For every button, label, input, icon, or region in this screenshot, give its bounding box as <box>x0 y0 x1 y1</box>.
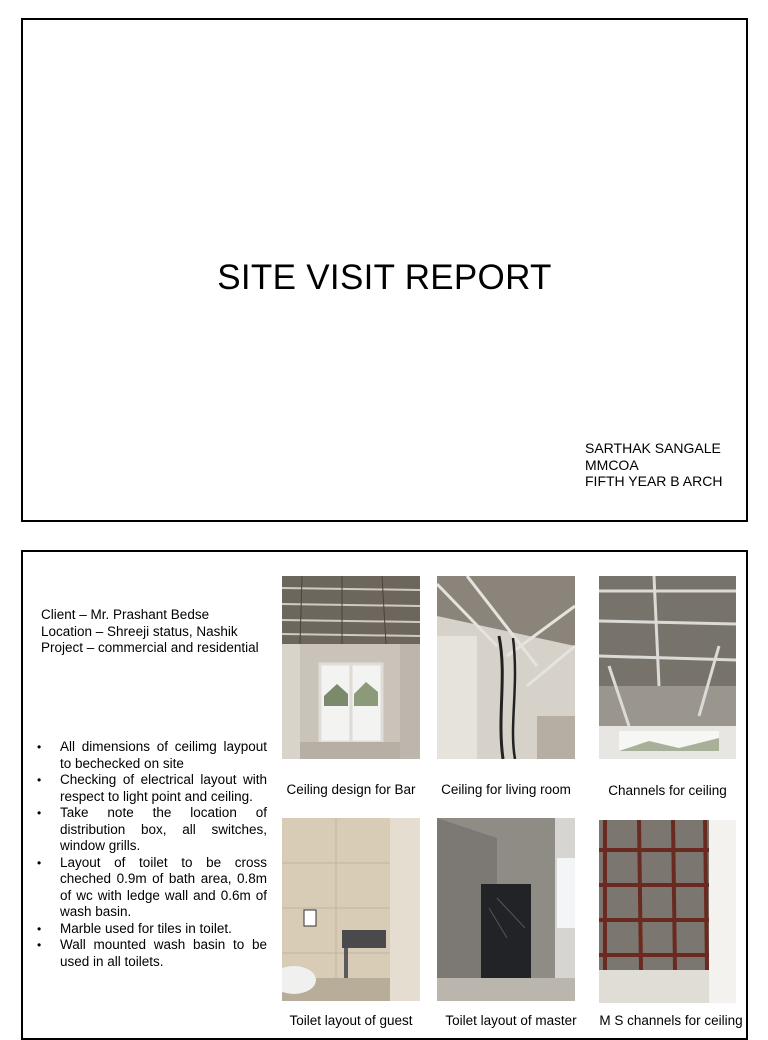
note-item: • Layout of toilet to be cross cheched 0.9m of bath area, 0.8m of wc with ledge wall and 0.6m of wash basin. <box>35 855 267 921</box>
notes-list <box>35 739 267 970</box>
photo-master-toilet <box>437 818 575 1001</box>
note-item: • Checking of electrical layout with respect to light point and ceiling. <box>35 772 267 805</box>
photo-ms-channels <box>599 820 736 1003</box>
photo-living-ceiling <box>437 576 575 759</box>
note-item: • Wall mounted wash basin to be used in all toilets. <box>35 937 267 970</box>
author-college: MMCOA <box>585 456 639 473</box>
caption-bar-ceiling: Ceiling design for Bar <box>286 782 416 797</box>
author-year: FIFTH YEAR B ARCH <box>585 473 723 489</box>
details-slide <box>21 550 748 1040</box>
caption-living-ceiling: Ceiling for living room <box>441 782 571 797</box>
note-item: • All dimensions of ceilimg laypout to bechecked on site <box>35 739 267 772</box>
project-line: Project – commercial and residential <box>41 640 259 655</box>
project-info <box>41 607 259 657</box>
author-name: SARTHAK SANGALE <box>585 440 721 456</box>
client-line: Client – Mr. Prashant Bedse <box>41 607 210 622</box>
caption-master-toilet: Toilet layout of master <box>445 1013 577 1028</box>
cover-slide <box>21 18 748 522</box>
caption-guest-toilet: Toilet layout of guest <box>289 1013 413 1028</box>
caption-ceiling-channels: Channels for ceiling <box>608 783 727 798</box>
note-item: • Take note the location of distribution box, all switches, window grills. <box>35 805 267 855</box>
photo-guest-toilet <box>282 818 420 1001</box>
author-block <box>585 440 722 490</box>
caption-ms-channels: M S channels for ceiling <box>599 1013 743 1028</box>
photo-bar-ceiling <box>282 576 420 759</box>
photo-ceiling-channels <box>599 576 736 759</box>
note-item: • Marble used for tiles in toilet. <box>35 921 267 938</box>
location-line: Location – Shreeji status, Nashik <box>41 623 238 639</box>
report-title: SITE VISIT REPORT <box>217 258 552 297</box>
